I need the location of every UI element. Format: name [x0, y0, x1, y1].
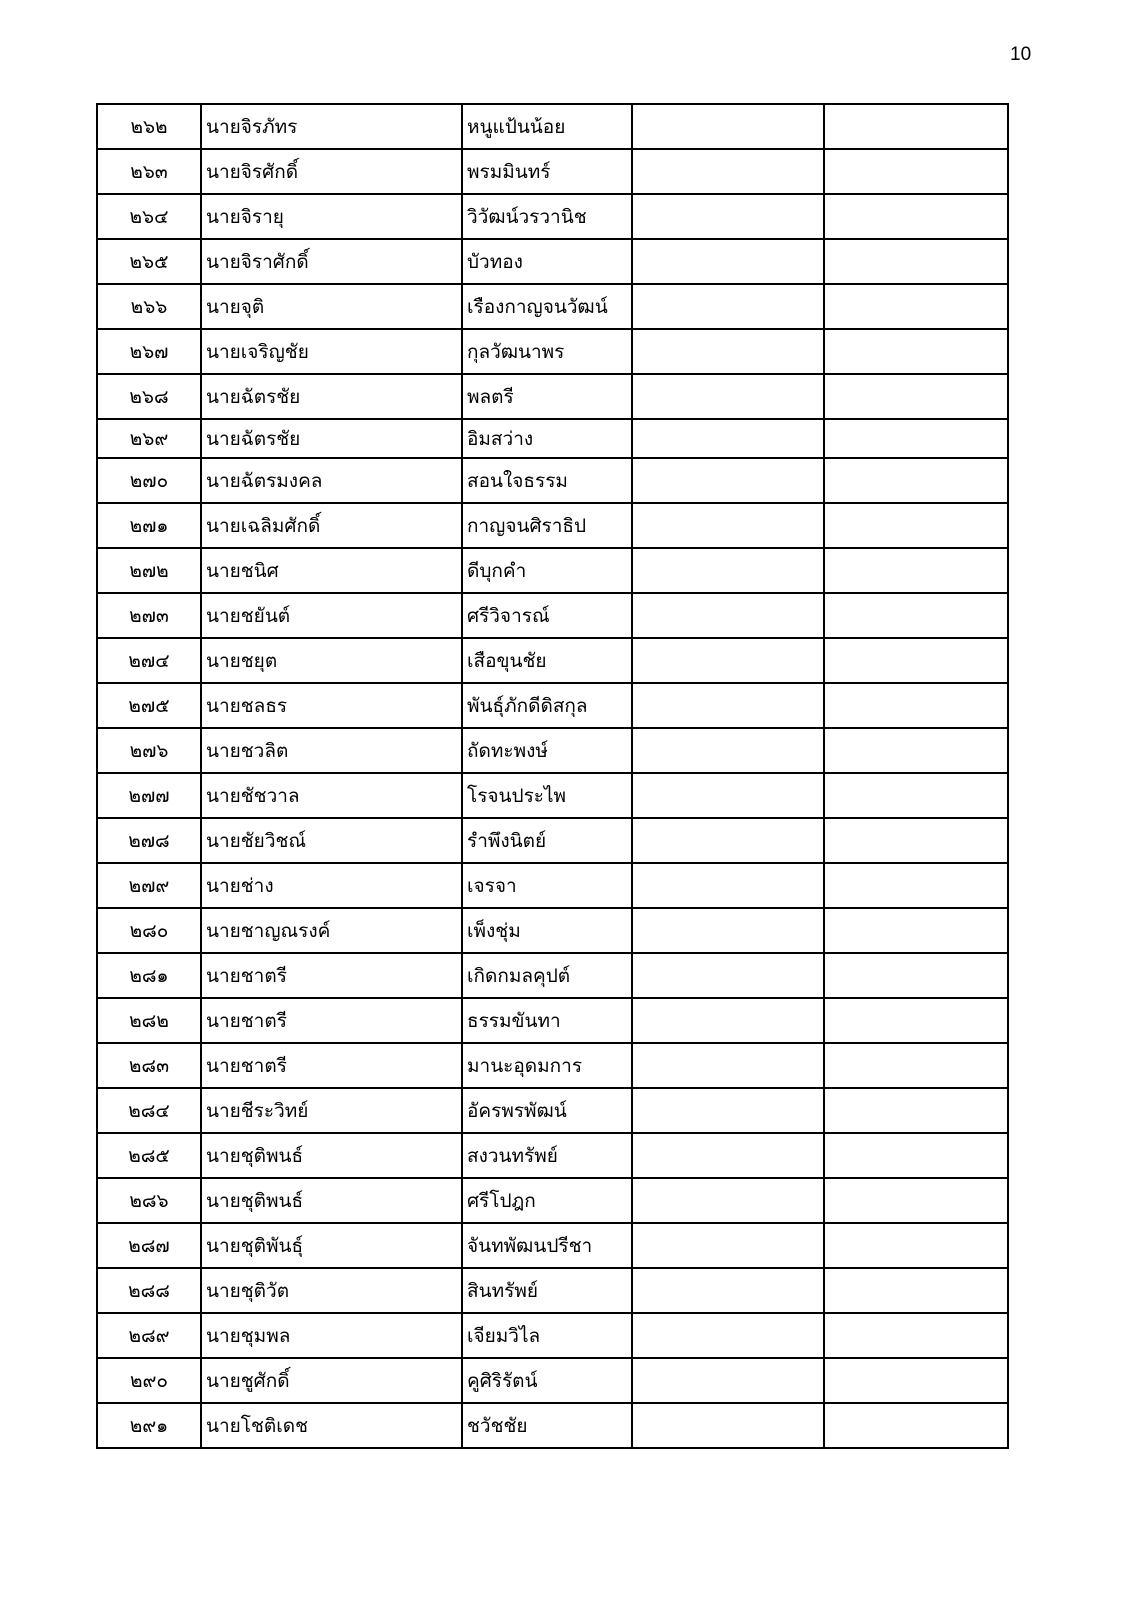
row-number-cell: ๒๘๑: [97, 953, 201, 998]
last-name-cell: เจียมวิไล: [462, 1313, 632, 1358]
row-number-cell: ๒๘๕: [97, 1133, 201, 1178]
last-name-cell: พันธุ์ภักดีดิสกุล: [462, 683, 632, 728]
blank-cell: [632, 1043, 824, 1088]
last-name-cell: บัวทอง: [462, 239, 632, 284]
first-name-cell: นายจิรภัทร: [201, 104, 462, 149]
first-name-cell: นายชูศักดิ์: [201, 1358, 462, 1403]
table-row: [97, 953, 1008, 998]
table-row: [97, 284, 1008, 329]
last-name-cell: จันทพัฒนปรีชา: [462, 1223, 632, 1268]
first-name-cell: นายจิราศักดิ์: [201, 239, 462, 284]
row-number-cell: ๒๗๕: [97, 683, 201, 728]
blank-cell: [824, 863, 1008, 908]
blank-cell: [632, 1268, 824, 1313]
blank-cell: [824, 953, 1008, 998]
last-name-cell: อัครพรพัฒน์: [462, 1088, 632, 1133]
blank-cell: [632, 458, 824, 503]
table-row: [97, 1268, 1008, 1313]
row-number-cell: ๒๗๙: [97, 863, 201, 908]
blank-cell: [824, 1043, 1008, 1088]
blank-cell: [824, 1268, 1008, 1313]
last-name-cell: ศรีโปฎก: [462, 1178, 632, 1223]
blank-cell: [824, 998, 1008, 1043]
blank-cell: [632, 194, 824, 239]
row-number-cell: ๒๗๒: [97, 548, 201, 593]
last-name-cell: กาญจนศิราธิป: [462, 503, 632, 548]
blank-cell: [632, 818, 824, 863]
table-row: [97, 908, 1008, 953]
table-row: [97, 239, 1008, 284]
first-name-cell: นายชลธร: [201, 683, 462, 728]
table-row: [97, 773, 1008, 818]
row-number-cell: ๒๙๐: [97, 1358, 201, 1403]
first-name-cell: นายชุติวัต: [201, 1268, 462, 1313]
roster-body: [97, 104, 1008, 1448]
row-number-cell: ๒๘๗: [97, 1223, 201, 1268]
row-number-cell: ๒๖๒: [97, 104, 201, 149]
first-name-cell: นายช่าง: [201, 863, 462, 908]
table-row: [97, 458, 1008, 503]
blank-cell: [824, 149, 1008, 194]
table-row: [97, 329, 1008, 374]
blank-cell: [632, 1313, 824, 1358]
table-row: [97, 503, 1008, 548]
row-number-cell: ๒๘๔: [97, 1088, 201, 1133]
blank-cell: [632, 239, 824, 284]
blank-cell: [632, 593, 824, 638]
row-number-cell: ๒๖๙: [97, 419, 201, 458]
first-name-cell: นายชวลิต: [201, 728, 462, 773]
row-number-cell: ๒๗๖: [97, 728, 201, 773]
first-name-cell: นายจุติ: [201, 284, 462, 329]
first-name-cell: นายโชติเดช: [201, 1403, 462, 1448]
row-number-cell: ๒๗๔: [97, 638, 201, 683]
blank-cell: [632, 329, 824, 374]
blank-cell: [632, 638, 824, 683]
last-name-cell: ชวัชชัย: [462, 1403, 632, 1448]
last-name-cell: รำพึงนิตย์: [462, 818, 632, 863]
blank-cell: [632, 149, 824, 194]
row-number-cell: ๒๗๘: [97, 818, 201, 863]
blank-cell: [632, 1088, 824, 1133]
last-name-cell: สินทรัพย์: [462, 1268, 632, 1313]
table-row: [97, 1358, 1008, 1403]
last-name-cell: ศรีวิจารณ์: [462, 593, 632, 638]
table-row: [97, 1043, 1008, 1088]
last-name-cell: เรืองกาญจนวัฒน์: [462, 284, 632, 329]
blank-cell: [824, 374, 1008, 419]
blank-cell: [632, 419, 824, 458]
first-name-cell: นายชุติพนธ์: [201, 1133, 462, 1178]
first-name-cell: นายชยุต: [201, 638, 462, 683]
blank-cell: [824, 548, 1008, 593]
last-name-cell: อิมสว่าง: [462, 419, 632, 458]
first-name-cell: นายชยันต์: [201, 593, 462, 638]
first-name-cell: นายฉัตรชัย: [201, 419, 462, 458]
blank-cell: [824, 329, 1008, 374]
blank-cell: [824, 284, 1008, 329]
blank-cell: [632, 863, 824, 908]
last-name-cell: สงวนทรัพย์: [462, 1133, 632, 1178]
blank-cell: [632, 1178, 824, 1223]
last-name-cell: โรจนประไพ: [462, 773, 632, 818]
last-name-cell: เจรจา: [462, 863, 632, 908]
blank-cell: [824, 593, 1008, 638]
first-name-cell: นายชุติพันธุ์: [201, 1223, 462, 1268]
first-name-cell: นายฉัตรชัย: [201, 374, 462, 419]
blank-cell: [824, 239, 1008, 284]
blank-cell: [632, 683, 824, 728]
blank-cell: [824, 1403, 1008, 1448]
blank-cell: [824, 194, 1008, 239]
first-name-cell: นายชาตรี: [201, 1043, 462, 1088]
table-row: [97, 194, 1008, 239]
row-number-cell: ๒๙๑: [97, 1403, 201, 1448]
last-name-cell: สอนใจธรรม: [462, 458, 632, 503]
blank-cell: [824, 419, 1008, 458]
first-name-cell: นายชีระวิทย์: [201, 1088, 462, 1133]
first-name-cell: นายเจริญชัย: [201, 329, 462, 374]
first-name-cell: นายชาตรี: [201, 998, 462, 1043]
blank-cell: [824, 908, 1008, 953]
blank-cell: [632, 503, 824, 548]
first-name-cell: นายชัชวาล: [201, 773, 462, 818]
row-number-cell: ๒๖๘: [97, 374, 201, 419]
blank-cell: [632, 1403, 824, 1448]
blank-cell: [632, 1223, 824, 1268]
row-number-cell: ๒๖๔: [97, 194, 201, 239]
table-row: [97, 1178, 1008, 1223]
blank-cell: [824, 638, 1008, 683]
row-number-cell: ๒๖๖: [97, 284, 201, 329]
last-name-cell: เสือขุนชัย: [462, 638, 632, 683]
blank-cell: [632, 104, 824, 149]
table-row: [97, 593, 1008, 638]
table-row: [97, 728, 1008, 773]
row-number-cell: ๒๘๒: [97, 998, 201, 1043]
table-row: [97, 1223, 1008, 1268]
last-name-cell: ดีบุกคำ: [462, 548, 632, 593]
row-number-cell: ๒๖๓: [97, 149, 201, 194]
last-name-cell: พรมมินทร์: [462, 149, 632, 194]
blank-cell: [824, 104, 1008, 149]
last-name-cell: หนูแป้นน้อย: [462, 104, 632, 149]
blank-cell: [632, 374, 824, 419]
last-name-cell: เกิดกมลคุปต์: [462, 953, 632, 998]
blank-cell: [632, 998, 824, 1043]
row-number-cell: ๒๗๓: [97, 593, 201, 638]
blank-cell: [824, 1313, 1008, 1358]
table-row: [97, 548, 1008, 593]
table-row: [97, 1313, 1008, 1358]
blank-cell: [632, 548, 824, 593]
blank-cell: [632, 953, 824, 998]
table-row: [97, 818, 1008, 863]
blank-cell: [824, 1178, 1008, 1223]
last-name-cell: มานะอุดมการ: [462, 1043, 632, 1088]
row-number-cell: ๒๘๓: [97, 1043, 201, 1088]
blank-cell: [824, 683, 1008, 728]
blank-cell: [824, 818, 1008, 863]
first-name-cell: นายชาตรี: [201, 953, 462, 998]
table-row: [97, 1088, 1008, 1133]
blank-cell: [632, 284, 824, 329]
last-name-cell: กุลวัฒนาพร: [462, 329, 632, 374]
last-name-cell: เพ็งชุ่ม: [462, 908, 632, 953]
blank-cell: [824, 458, 1008, 503]
table-row: [97, 374, 1008, 419]
row-number-cell: ๒๗๗: [97, 773, 201, 818]
row-number-cell: ๒๘๐: [97, 908, 201, 953]
name-roster-table: [96, 103, 1009, 1449]
blank-cell: [632, 1358, 824, 1403]
first-name-cell: นายชนิศ: [201, 548, 462, 593]
blank-cell: [632, 728, 824, 773]
row-number-cell: ๒๖๕: [97, 239, 201, 284]
blank-cell: [824, 503, 1008, 548]
blank-cell: [824, 1088, 1008, 1133]
table-row: [97, 104, 1008, 149]
first-name-cell: นายจิรศักดิ์: [201, 149, 462, 194]
blank-cell: [824, 1223, 1008, 1268]
first-name-cell: นายฉัตรมงคล: [201, 458, 462, 503]
blank-cell: [824, 728, 1008, 773]
first-name-cell: นายชุมพล: [201, 1313, 462, 1358]
table-row: [97, 998, 1008, 1043]
blank-cell: [632, 773, 824, 818]
row-number-cell: ๒๗๐: [97, 458, 201, 503]
last-name-cell: วิวัฒน์วรวานิช: [462, 194, 632, 239]
row-number-cell: ๒๖๗: [97, 329, 201, 374]
blank-cell: [824, 773, 1008, 818]
row-number-cell: ๒๘๙: [97, 1313, 201, 1358]
blank-cell: [632, 1133, 824, 1178]
row-number-cell: ๒๗๑: [97, 503, 201, 548]
table-row: [97, 1403, 1008, 1448]
first-name-cell: นายจิรายุ: [201, 194, 462, 239]
first-name-cell: นายเฉลิมศักดิ์: [201, 503, 462, 548]
page-number: 10: [1010, 44, 1032, 65]
table-row: [97, 149, 1008, 194]
row-number-cell: ๒๘๖: [97, 1178, 201, 1223]
last-name-cell: ถัดทะพงษ์: [462, 728, 632, 773]
table-row: [97, 1133, 1008, 1178]
first-name-cell: นายชัยวิชณ์: [201, 818, 462, 863]
first-name-cell: นายชาญณรงค์: [201, 908, 462, 953]
last-name-cell: คูศิริรัตน์: [462, 1358, 632, 1403]
table-row: [97, 638, 1008, 683]
blank-cell: [632, 908, 824, 953]
last-name-cell: พลตรี: [462, 374, 632, 419]
last-name-cell: ธรรมขันทา: [462, 998, 632, 1043]
table-row: [97, 863, 1008, 908]
table-row: [97, 419, 1008, 458]
first-name-cell: นายชุติพนธ์: [201, 1178, 462, 1223]
blank-cell: [824, 1133, 1008, 1178]
row-number-cell: ๒๘๘: [97, 1268, 201, 1313]
table-row: [97, 683, 1008, 728]
blank-cell: [824, 1358, 1008, 1403]
